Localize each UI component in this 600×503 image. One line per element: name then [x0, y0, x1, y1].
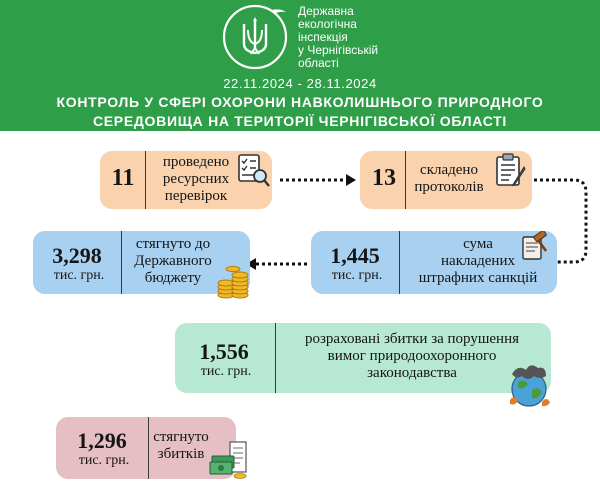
protocols-card: [360, 151, 532, 209]
title-line: КОНТРОЛЬ У СФЕРІ ОХОРОНИ НАВКОЛИШНЬОГО ПРИРОДНОГО: [56, 94, 544, 110]
label-line: складено: [420, 162, 478, 178]
collected-budget-label: [123, 236, 223, 287]
flow-arrow-left: [244, 257, 310, 271]
gavel-document-icon: [519, 231, 549, 268]
damages-calculated-unit: тис. грн.: [200, 364, 252, 379]
label-line: стягнуто: [153, 429, 209, 445]
checklist-magnifier-icon: [237, 153, 271, 194]
card-divider: [145, 151, 146, 209]
inspections-card: [100, 151, 272, 209]
label-line: бюджету: [144, 270, 202, 286]
trident-emblem-icon: [222, 4, 288, 70]
fines-unit: тис. грн.: [331, 268, 383, 283]
label-line: стягнуто до: [135, 236, 211, 252]
card-divider: [275, 323, 276, 393]
money-receipt-icon: [208, 440, 250, 485]
page-title: [0, 93, 600, 131]
label-line: вимог природоохоронного: [327, 348, 497, 364]
header-banner: [0, 0, 600, 131]
damages-calculated-value: 1,556: [199, 339, 249, 364]
clipboard-pen-icon: [494, 153, 528, 194]
coin-stacks-icon: [216, 261, 250, 306]
label-line: розраховані збитки за порушення: [304, 331, 520, 347]
label-line: протоколів: [414, 179, 484, 195]
org-line: області: [298, 56, 339, 70]
inspections-value: 11: [111, 165, 135, 191]
inspections-label: [148, 154, 244, 205]
damages-collected-unit: тис. грн.: [78, 453, 130, 468]
damages-calculated-card: [175, 323, 551, 393]
date-range: 22.11.2024 - 28.11.2024: [223, 76, 377, 91]
collected-budget-unit: тис. грн.: [53, 268, 105, 283]
collected-budget-value: 3,298: [52, 243, 102, 268]
polluted-earth-icon: [504, 360, 554, 415]
flow-arrow-right: [278, 173, 358, 187]
label-line: накладених: [441, 253, 515, 269]
label-line: перевірок: [164, 188, 228, 204]
label-line: ресурсних: [162, 171, 230, 187]
org-line: Державна: [298, 4, 354, 18]
org-line: екологічна: [298, 17, 357, 31]
damages-collected-value: 1,296: [77, 428, 127, 453]
fines-value: 1,445: [330, 243, 380, 268]
card-divider: [399, 231, 400, 294]
label-line: штрафних санкцій: [418, 270, 538, 286]
card-divider: [121, 231, 122, 294]
label-line: Державного: [134, 253, 212, 269]
title-line: СЕРЕДОВИЩА НА ТЕРИТОРІЇ ЧЕРНІГІВСЬКОЇ ОБЛАСТІ: [92, 113, 508, 129]
label-line: сума: [463, 236, 493, 252]
organization-name: [298, 5, 448, 70]
fines-card: [311, 231, 557, 294]
label-line: проведено: [162, 154, 230, 170]
protocols-value: 13: [372, 165, 396, 191]
collected-budget-card: [33, 231, 250, 294]
org-line: інспекція: [298, 30, 348, 44]
label-line: збитків: [157, 446, 205, 462]
org-line: у Чернігівській: [298, 43, 379, 57]
damages-collected-label: [148, 429, 214, 463]
protocols-label: [404, 162, 494, 196]
label-line: законодавства: [367, 365, 457, 381]
